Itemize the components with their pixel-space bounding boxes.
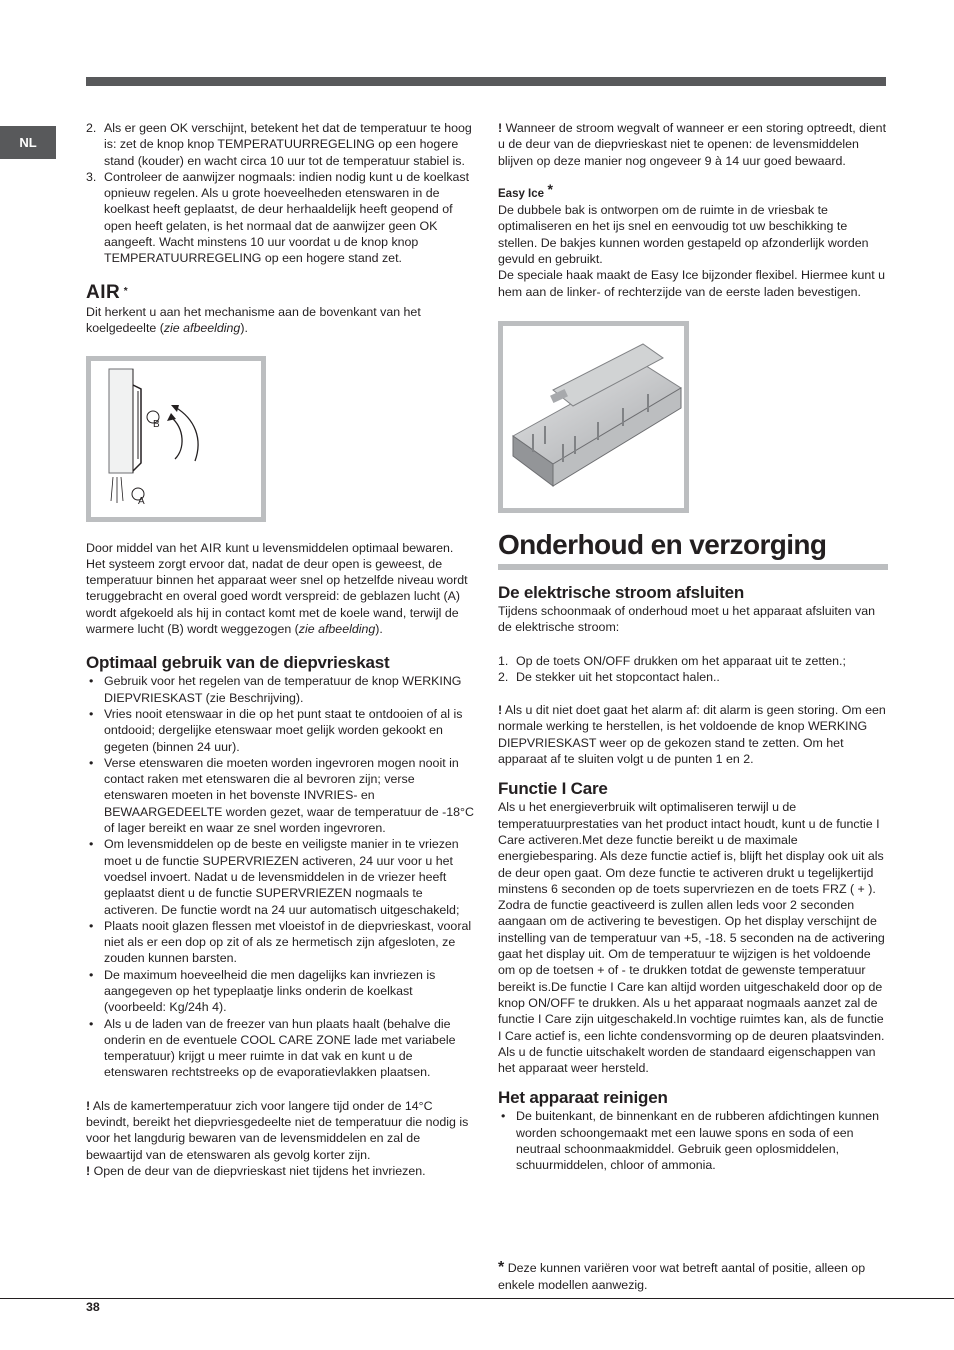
freezer-bullet-list xyxy=(86,673,476,1080)
warning-mark: ! xyxy=(86,1163,91,1178)
list-item: • Plaats nooit glazen flessen met vloeistof in de diepvrieskast, vooral niet als er een dop op zit of als ze hermetisch zijn afgesloten, ze zouden kunnen barsten. xyxy=(86,918,476,967)
alarm-warning: ! Als u dit niet doet gaat het alarm af: dit alarm is geen storing. Om een normale werking te herstellen, is het voldoende de knop WERKING DIEPVRIESKAST weer op de gekozen stand te zetten. Om het apparaat af te sluiten volgt u de punten 1 en 2. xyxy=(498,703,886,767)
figure-label-a: A xyxy=(138,495,145,507)
asterisk-mark: * xyxy=(498,1259,505,1276)
air-heading: AIR * xyxy=(86,281,128,303)
power-steps xyxy=(498,653,888,686)
warning-temperature: ! Als de kamertemperatuur zich voor langere tijd onder de 14°C bevindt, bereikt het diepvriesgedeelte niet de temperatuur die nodig is voor het langdurig bewaren van de levensmiddelen en zal de bewaartijd van de etenswaren als gevolg korter zijn. xyxy=(86,1098,469,1162)
air-intro: Dit herkent u aan het mechanisme aan de bovenkant van het koelgedeelte (zie afbeelding). xyxy=(86,304,421,336)
power-intro: Tijdens schoonmaak of onderhoud moet u het apparaat afsluiten van de elektrische stroom: xyxy=(498,603,876,635)
list-item: • Gebruik voor het regelen van de temperatuur de knop WERKING DIEPVRIESKAST (zie Beschrijving). xyxy=(86,673,476,706)
header-bar xyxy=(86,77,886,86)
warning-mark: ! xyxy=(498,703,503,718)
ice-tray-illustration xyxy=(503,326,684,508)
footnote: * Deze kunnen variëren voor wat betreft aantal of positie, alleen op enkele modellen aanwezig. xyxy=(498,1259,866,1292)
freezer-heading: Optimaal gebruik van de diepvrieskast xyxy=(86,653,390,673)
warning-mark: ! xyxy=(498,121,503,135)
title-rule xyxy=(498,564,888,570)
main-section-title xyxy=(498,529,888,570)
clean-heading: Het apparaat reinigen xyxy=(498,1088,668,1108)
air-description: Door middel van het AIR kunt u levensmiddelen optimaal bewaren. Het systeem zorgt ervoor dat, nadat de deur open is geweest, de temperatuur binnen het apparaat weer snel op hetzelfde niveau wordt teruggebracht en overal goed wordt verspreid: de geblazen lucht (A) wordt afgekoeld als hij in contact komt met de koele wand, terwijl de warmere lucht (B) wordt weggezogen (zie afbeelding). xyxy=(86,540,468,637)
asterisk-mark: * xyxy=(123,285,128,297)
footer-rule xyxy=(0,1298,954,1299)
fridge-airflow-illustration xyxy=(91,361,261,517)
list-item: • Om levensmiddelen op de beste en veiligste manier in te vriezen moet u de functie SUPERVRIEZEN activeren, 24 uur voor u het voedsel invoert. Nadat u de levensmiddelen in de vriezer heeft geplaatst dient u de functie SUPERVRIEZEN nogmaals te activeren. De functie wordt na 24 uur automatisch uitgeschakeld; xyxy=(86,836,476,917)
list-item: • Als u de laden van de freezer van hun plaats haalt (behalve die onderin en de eventuele COOL CARE ZONE lade met variabele temperatuur) krijgt u meer ruimte in dat vak en kunt u de etenswaren rechtstreeks op de evaporatievlakken plaatsen. xyxy=(86,1016,476,1081)
figure-label-b: B xyxy=(153,418,160,430)
numbered-list xyxy=(86,120,476,267)
right-column xyxy=(498,120,888,1174)
icare-heading: Functie I Care xyxy=(498,779,608,799)
warning-door: ! Open de deur van de diepvrieskast niet tijdens het invriezen. xyxy=(86,1163,426,1178)
air-figure xyxy=(86,356,266,522)
list-item: • De buitenkant, de binnenkant en de rubberen afdichtingen kunnen worden schoongemaakt met een lauwe spons en soda of een neutraal schoonmaakmiddel. Gebruik geen oplosmiddelen, schuurmiddelen, chloor of ammonia. xyxy=(498,1108,888,1173)
list-item: • Vries nooit etenswaar in die op het punt staat te ontdooien of al is ontdooid; dergelijke etenswaar moet gelijk worden gekookt en gegeten (binnen 24 uur). xyxy=(86,706,476,755)
clean-bullet-list xyxy=(498,1108,888,1173)
page-title: Onderhoud en verzorging xyxy=(498,528,827,560)
list-item: 2. De stekker uit het stopcontact halen.. xyxy=(498,669,720,684)
asterisk-mark: * xyxy=(547,180,553,197)
easyice-paragraph-2: De speciale haak maakt de Easy Ice bijzonder flexibel. Hiermee kunt u hem aan de linker- of rechterzijde van de eerste laden bevestigen. xyxy=(498,268,886,299)
power-heading: De elektrische stroom afsluiten xyxy=(498,582,745,602)
power-warning: ! Wanneer de stroom wegvalt of wanneer er een storing optreedt, dient u de deur van de diepvrieskast niet te openen: de levensmiddelen blijven op deze manier nog ongeveer 9 à 14 uur goed bewaard. xyxy=(498,121,887,168)
list-item: 1. Op de toets ON/OFF drukken om het apparaat uit te zetten.; xyxy=(498,653,846,668)
icare-paragraph: Als u het energieverbruik wilt optimaliseren terwijl u de temperatuurprestaties van het product intact houdt, kunt u de functie I Care activeren.Met deze functie bereikt u de maximale energiebesparing. Als deze functie actief is, blijft het display ook uit als de deur open gaat. Om deze functie te activeren drukt u tegelijkertijd minstens 6 seconden op de toets supervriezen en de toets FRZ ( + ). Zodra de functie geactiveerd is zullen allen leds voor 2 seconden aangaan om de activering te bevestigen. Op het display verschijnt de instelling van de temperatuur van +5, -18. 5 seconden na de activering gaat het display uit. Om de temperatuur te wijzigen is het voldoende om op de toetsen + of - te drukken totdat de gewenste temperatuur bereikt is.De functie I Care kan altijd worden uitgeschakeld door op de knop ON/OFF te drukken. Als u het apparaat nogmaals aanzet zal de functie I Care zijn uitgeschakeld.In vochtige ruimtes kan, als de functie I Care actief is, een lichte condensvorming op de deuren plaatsvinden. Als u de functie uitschakelt worden de standaard eigenschappen van het apparaat weer hersteld. xyxy=(498,800,885,1076)
list-item: • De maximum hoeveelheid die men dagelijks kan invriezen is aangegeven op het typeplaatje links onderin de koelkast (voorbeeld: Kg/24h 4). xyxy=(86,967,476,1016)
left-column xyxy=(86,120,476,1179)
easyice-paragraph-1: De dubbele bak is ontworpen om de ruimte in de vriesbak te optimaliseren en het ijs snel en eenvoudig tot uw beschikking te stellen. De bakjes kunnen worden gestapeld op afzonderlijk worden gevuld en gebruikt. xyxy=(498,203,869,267)
warning-mark: ! xyxy=(86,1098,91,1113)
language-tab: NL xyxy=(0,126,56,159)
easyice-figure xyxy=(498,321,689,513)
list-item: 3. Controleer de aanwijzer nogmaals: indien nodig kunt u de koelkast opnieuw regelen. Als u grote hoeveelheden etenswaren in de koelkast heeft geplaatst, de deur herhaaldelijk heeft geopend of open heeft gelaten, is het normaal dat de aanwijzer geen OK aangeeft. Wacht minstens 10 uur voordat u de knop knop TEMPERATUURREGELING op een hogere stand zet. xyxy=(86,169,470,266)
page-number: 38 xyxy=(86,1300,100,1314)
list-item: 2. Als er geen OK verschijnt, betekent het dat de temperatuur te hoog is: zet de knop knop TEMPERATUURREGELING op een hogere stand (kouder) en wacht circa 10 uur tot de temperatuur stabiel is. xyxy=(86,121,472,168)
list-item: • Verse etenswaren die moeten worden ingevroren mogen nooit in contact raken met etenswaren die al bevroren zijn; verse etenswaren moeten in het bovenste INVRIES- en BEWAARGEDEELTE worden gezet, waar de temperatuur de -18°C of lager bereikt en waar ze snel worden ingevroren. xyxy=(86,755,476,836)
easyice-heading: Easy Ice * xyxy=(498,180,553,200)
